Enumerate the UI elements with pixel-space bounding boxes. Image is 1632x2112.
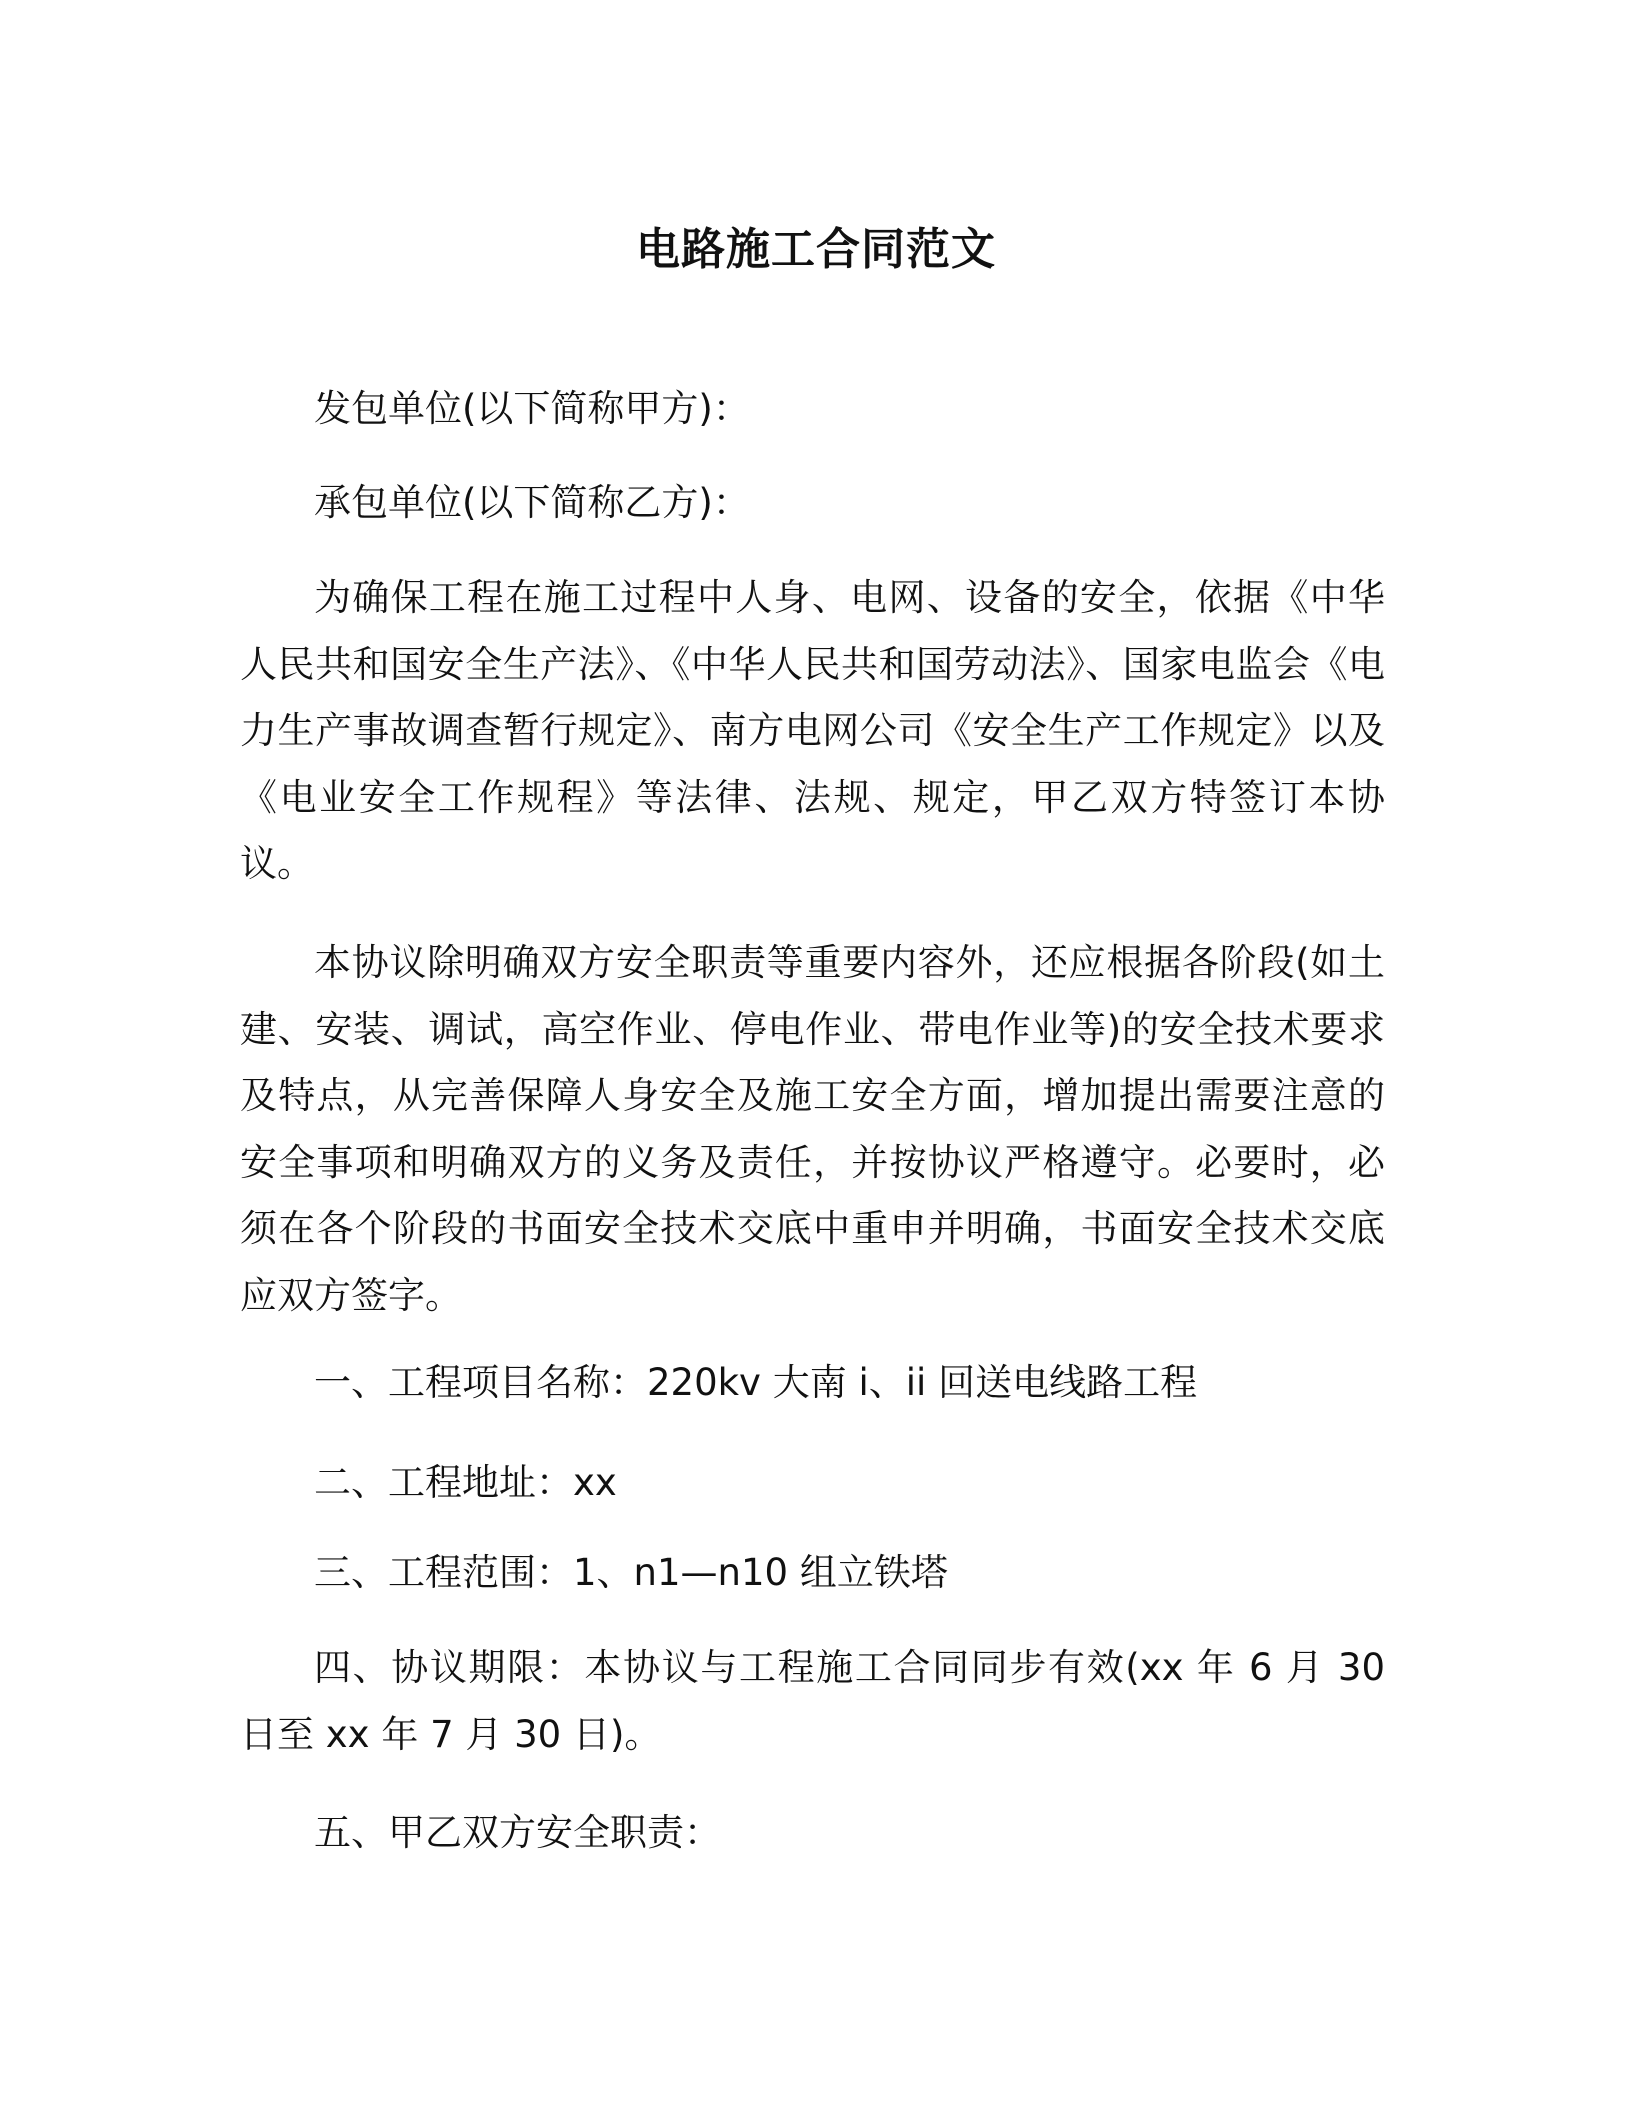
agreement-scope-paragraph: 本协议除明确双方安全职责等重要内容外，还应根据各阶段(如土建、安装、调试，高空作业、停电作业、带电作业等)的安全技术要求及特点，从完善保障人身安全及施工安全方面，增加提出需要注意的安全事项和明确双方的义务及责任，并按协议严格遵守。必要时，必须在各个阶段的书面安全技术交底中重申并明确，书面安全技术交底应双方签字。 [240, 941, 1385, 1317]
legal-basis-paragraph: 为确保工程在施工过程中人身、电网、设备的安全，依据《中华人民共和国安全生产法》、《中华人民共和国劳动法》、国家电监会《电力生产事故调查暂行规定》、南方电网公司《安全生产工作规定》以及《电业安全工作规程》等法律、法规、规定，甲乙双方特签订本协议。 [240, 576, 1385, 885]
employer-line: 发包单位(以下简称甲方)： [314, 387, 750, 430]
project-address-item: 二、工程地址：xx [314, 1461, 617, 1504]
project-name-item: 一、工程项目名称：220kv 大南 i、ii 回送电线路工程 [314, 1361, 1198, 1404]
project-scope-item: 三、工程范围：1、n1—n10 组立铁塔 [314, 1551, 948, 1594]
document-title: 电路施工合同范文 [636, 224, 996, 275]
contractor-line: 承包单位(以下简称乙方)： [314, 481, 750, 524]
agreement-term-item: 四、协议期限：本协议与工程施工合同同步有效(xx 年 6 月 30 日至 xx 年 7 月 30 日)。 [240, 1646, 1385, 1756]
safety-duties-heading: 五、甲乙双方安全职责： [314, 1811, 721, 1854]
